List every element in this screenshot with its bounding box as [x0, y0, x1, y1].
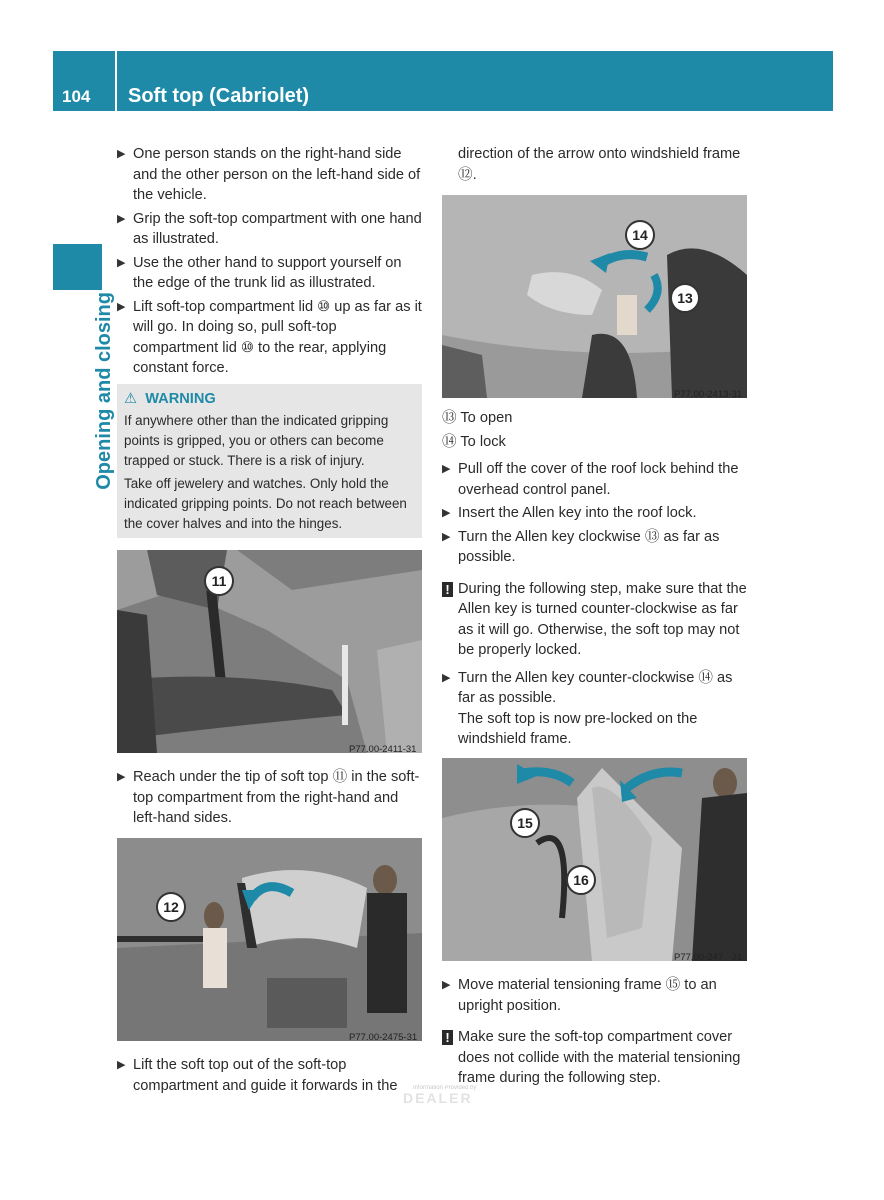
watermark-small-text: Information Provided by — [413, 1085, 477, 1091]
left-step-middle — [117, 767, 422, 832]
bullet-arrow-icon: ▶ — [442, 463, 451, 475]
step-item: ▶ Move material tensioning frame ⑮ to an upright position. — [442, 977, 717, 1014]
illustration-roof-lock — [442, 195, 747, 398]
warning-paragraph: Take off jewelery and watches. Only hold the indicated gripping points. Do not reach between the cover halves and into the hinges. — [124, 476, 407, 531]
image-code: P77.00-247_-31 — [674, 952, 743, 961]
step-result: The soft top is now pre-locked on the windshield frame. — [458, 710, 698, 747]
callout-15: 15 — [510, 808, 540, 838]
bullet-arrow-icon: ▶ — [442, 507, 451, 519]
warning-title: ⚠ WARNING — [124, 391, 216, 407]
right-bottom — [442, 975, 747, 1092]
step-item: ▶ Turn the Allen key clockwise ⑬ as far as possible. — [442, 528, 720, 565]
step-item: ▶ Insert the Allen key into the roof lock. — [442, 503, 747, 524]
side-tab — [53, 244, 102, 290]
step-item: ▶ One person stands on the right-hand side and the other person on the left-hand side of the vehicle. — [117, 146, 421, 203]
legend-item: ⑬ To open — [442, 410, 513, 426]
illustration-tensioning-frame — [442, 758, 747, 961]
right-legend-and-steps — [442, 408, 747, 753]
note-item: ! Make sure the soft-top compartment cover does not collide with the material tensioning frame during the following step. — [442, 1027, 747, 1089]
note-exclamation-icon: ! — [442, 1030, 453, 1045]
watermark — [373, 1085, 503, 1109]
callout-13: 13 — [670, 283, 700, 313]
callout-16: 16 — [566, 865, 596, 895]
side-tab-label: Opening and closing — [93, 292, 115, 490]
callout-14: 14 — [625, 220, 655, 250]
watermark-brand: DEALER — [403, 1090, 473, 1106]
callout-12: 12 — [156, 892, 186, 922]
bullet-arrow-icon: ▶ — [117, 256, 126, 269]
step-item: ▶ Reach under the tip of soft top ⑪ in the soft-top compartment from the right-hand and left-hand sides. — [117, 769, 420, 826]
step-item: ▶ Pull off the cover of the roof lock behind the overhead control panel. — [442, 461, 739, 498]
step-item: ▶ Lift soft-top compartment lid ⑩ up as far as it will go. In doing so, pull soft-top compartment lid ⑩ to the rear, applying constant force. — [117, 298, 422, 376]
bullet-arrow-icon: ▶ — [442, 671, 451, 684]
step-item: ▶ Use the other hand to support yourself on the edge of the trunk lid as illustrated. — [117, 254, 402, 291]
step-item: ▶ Grip the soft-top compartment with one hand as illustrated. — [117, 210, 422, 247]
illustration-lift-soft-top — [117, 838, 422, 1041]
bullet-arrow-icon: ▶ — [117, 148, 126, 160]
bullet-arrow-icon: ▶ — [117, 1059, 126, 1071]
warning-triangle-icon: ⚠ — [124, 391, 138, 407]
bullet-arrow-icon: ▶ — [442, 979, 451, 991]
step-item: ▶ Lift the soft top out of the soft-top compartment and guide it forwards in the — [117, 1057, 398, 1094]
image-code: P77.00-2411-31 — [349, 744, 417, 753]
bullet-arrow-icon: ▶ — [117, 212, 126, 225]
bullet-arrow-icon: ▶ — [442, 530, 451, 543]
image-code: P77.00-2475-31 — [349, 1032, 418, 1041]
warning-paragraph: If anywhere other than the indicated gripping points is gripped, you or others can become trapped or stuck. There is a risk of injury. — [124, 413, 389, 468]
note-exclamation-icon: ! — [442, 582, 453, 597]
note-item: ! During the following step, make sure that the Allen key is turned counter-clockwise as far as it will go. Otherwise, the soft top may not be properly locked. — [442, 579, 747, 661]
bullet-arrow-icon: ▶ — [117, 300, 126, 313]
legend-item: ⑭ To lock — [442, 433, 506, 450]
warning-text — [124, 411, 416, 537]
right-continuation — [442, 144, 747, 185]
bullet-arrow-icon: ▶ — [117, 771, 126, 783]
callout-11: 11 — [204, 566, 234, 596]
image-code: P77.00-2413-31 — [674, 389, 743, 398]
page-number: 104 — [62, 87, 91, 106]
continuation-text: direction of the arrow onto windshield frame ⑫. — [458, 146, 741, 183]
step-item: ▶ Turn the Allen key counter-clockwise ⑭ as far as possible. The soft top is now pre-locked on the windshield frame. — [442, 669, 733, 747]
illustration-soft-top-tip — [117, 550, 422, 753]
left-steps-top — [117, 144, 422, 382]
section-title: Soft top (Cabriolet) — [128, 85, 310, 107]
